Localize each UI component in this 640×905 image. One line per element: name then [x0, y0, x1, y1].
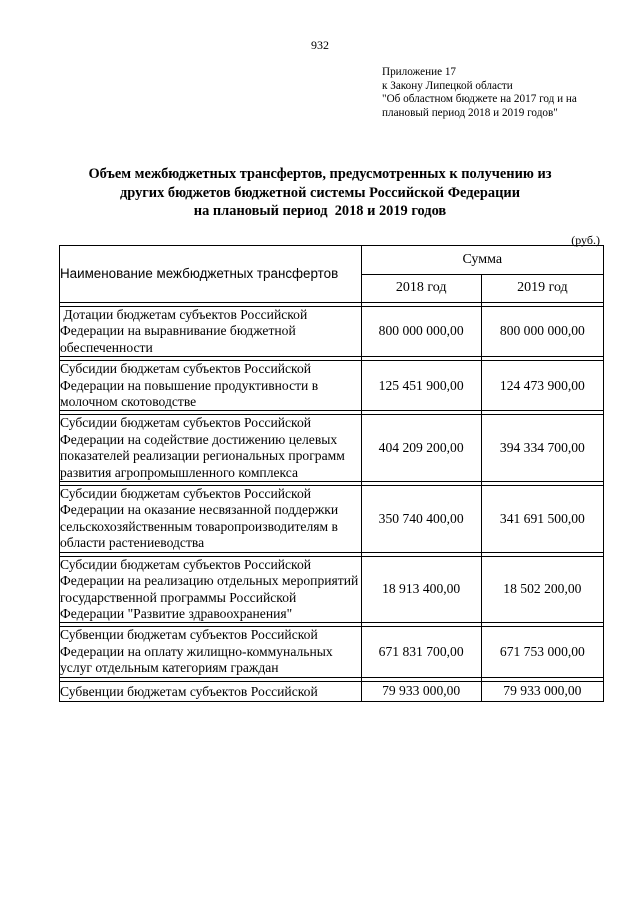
amount-2019: 671 753 000,00	[481, 627, 603, 677]
amount-2019: 124 473 900,00	[481, 361, 603, 411]
table-row	[60, 415, 604, 482]
annex-reference	[382, 66, 632, 120]
amount-2018: 350 740 400,00	[361, 486, 481, 553]
annex-line-2: к Закону Липецкой области	[382, 79, 513, 92]
annex-line-3: "Об областном бюджете на 2017 год и на	[382, 93, 577, 106]
transfer-name: Субсидии бюджетам субъектов Российской Федерации на оказание несвязанной поддержки сельскохозяйственным товаропроизводителям в области растениеводства	[60, 486, 362, 553]
table-row	[60, 486, 604, 553]
amount-2018: 18 913 400,00	[361, 556, 481, 623]
amount-2019: 341 691 500,00	[481, 486, 603, 553]
table-row	[60, 361, 604, 411]
annex-line-1: Приложение 17	[382, 66, 457, 78]
amount-2018: 671 831 700,00	[361, 627, 481, 677]
annex-line-4: плановый период 2018 и 2019 годов"	[382, 106, 558, 119]
amount-2018: 125 451 900,00	[361, 361, 481, 411]
amount-2019: 79 933 000,00	[481, 681, 603, 701]
table-row	[60, 556, 604, 623]
title-line-2: других бюджетов бюджетной системы Российской Федерации	[119, 184, 520, 201]
header-sum: Сумма	[361, 246, 603, 275]
header-year-2018: 2018 год	[361, 274, 481, 303]
amount-2019: 800 000 000,00	[481, 307, 603, 357]
transfer-name: Субвенции бюджетам субъектов Российской	[60, 681, 362, 701]
currency-unit: (руб.)	[571, 233, 600, 247]
page-number: 932	[311, 38, 329, 52]
header-year-2019: 2019 год	[481, 274, 603, 303]
header-name: Наименование межбюджетных трансфертов	[60, 246, 362, 303]
table-row	[60, 307, 604, 357]
amount-2019: 394 334 700,00	[481, 415, 603, 482]
title-line-1: Объем межбюджетных трансфертов, предусмотренных к получению из	[88, 166, 552, 182]
amount-2018: 79 933 000,00	[361, 681, 481, 701]
transfer-name: Субсидии бюджетам субъектов Российской Федерации на содействие достижению целевых показателей реализации региональных программ развития агропромышленного комплекса	[60, 415, 362, 482]
table-row	[60, 681, 604, 701]
transfer-name: Субвенции бюджетам субъектов Российской Федерации на оплату жилищно-коммунальных услуг отдельным категориям граждан	[60, 627, 362, 677]
amount-2018: 800 000 000,00	[361, 307, 481, 357]
title-line-3: на плановый период 2018 и 2019 годов	[193, 203, 447, 219]
document-title	[0, 165, 640, 221]
amount-2019: 18 502 200,00	[481, 556, 603, 623]
amount-2018: 404 209 200,00	[361, 415, 481, 482]
transfers-table	[59, 245, 604, 702]
table-row	[60, 627, 604, 677]
transfer-name: Дотации бюджетам субъектов Российской Федерации на выравнивание бюджетной обеспеченности	[60, 307, 362, 357]
transfer-name: Субсидии бюджетам субъектов Российской Федерации на повышение продуктивности в молочном скотоводстве	[60, 361, 362, 411]
transfer-name: Субсидии бюджетам субъектов Российской Федерации на реализацию отдельных мероприятий государственной программы Российской Федерации "Развитие здравоохранения"	[60, 556, 362, 623]
